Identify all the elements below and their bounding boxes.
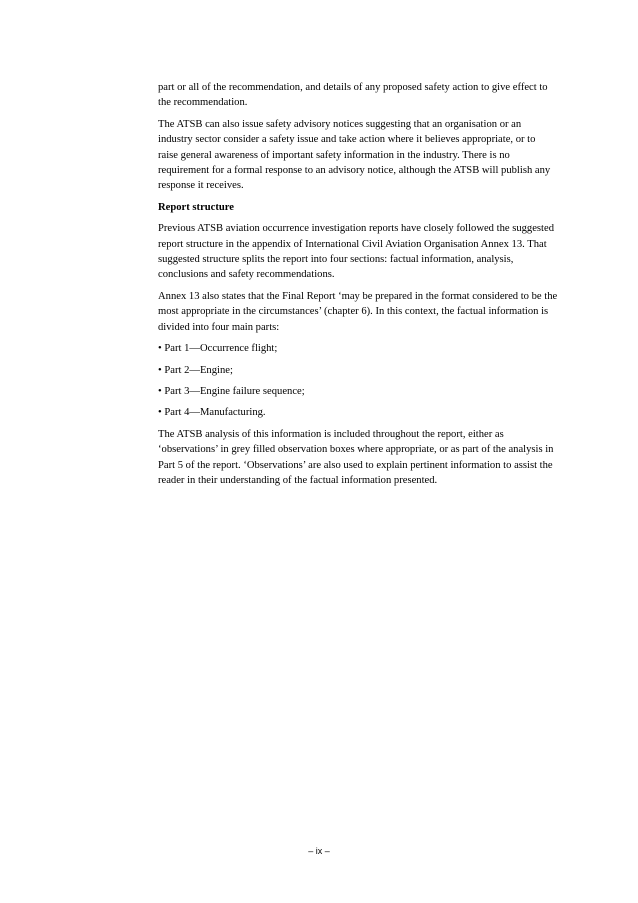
page-body xyxy=(158,80,558,494)
page-number: – ix – xyxy=(308,846,330,856)
paragraph-advisory-notices: The ATSB can also issue safety advisory notices suggesting that an organisation or an industry sector consider a safety issue and take action where it believes appropriate, or to raise general awareness of important safety information in the industry. There is no requirement for a formal response to an advisory notice, although the ATSB will publish any response it receives. xyxy=(158,118,551,192)
list-item: • Part 3—Engine failure sequence; xyxy=(158,385,305,397)
paragraph-recommendation: part or all of the recommendation, and details of any proposed safety action to give effect to the recommendation. xyxy=(158,82,548,109)
list-item: • Part 4—Manufacturing. xyxy=(158,407,266,419)
list-item: • Part 1—Occurrence flight; xyxy=(158,343,278,355)
parts-list xyxy=(158,341,558,421)
section-heading: Report structure xyxy=(158,201,234,213)
paragraph-analysis: The ATSB analysis of this information is included throughout the report, either as ‘observations’ in grey filled observation boxes where appropriate, or as part of the analysis in Part 5 of the report. ‘Observations’ are also used to explain pertinent information to assist the reader in their understanding of the factual information presented. xyxy=(158,428,554,486)
paragraph-annex-13: Annex 13 also states that the Final Report ‘may be prepared in the format considered to be the most appropriate in the circumstances’ (chapter 6). In this context, the factual information is divided into four main parts: xyxy=(158,290,558,333)
paragraph-previous-reports: Previous ATSB aviation occurrence investigation reports have closely followed the suggested report structure in the appendix of International Civil Aviation Organisation Annex 13. That suggested structure splits the report into four sections: factual information, analysis, conclusions and safety recommendations. xyxy=(158,223,554,281)
list-item: • Part 2—Engine; xyxy=(158,364,233,376)
